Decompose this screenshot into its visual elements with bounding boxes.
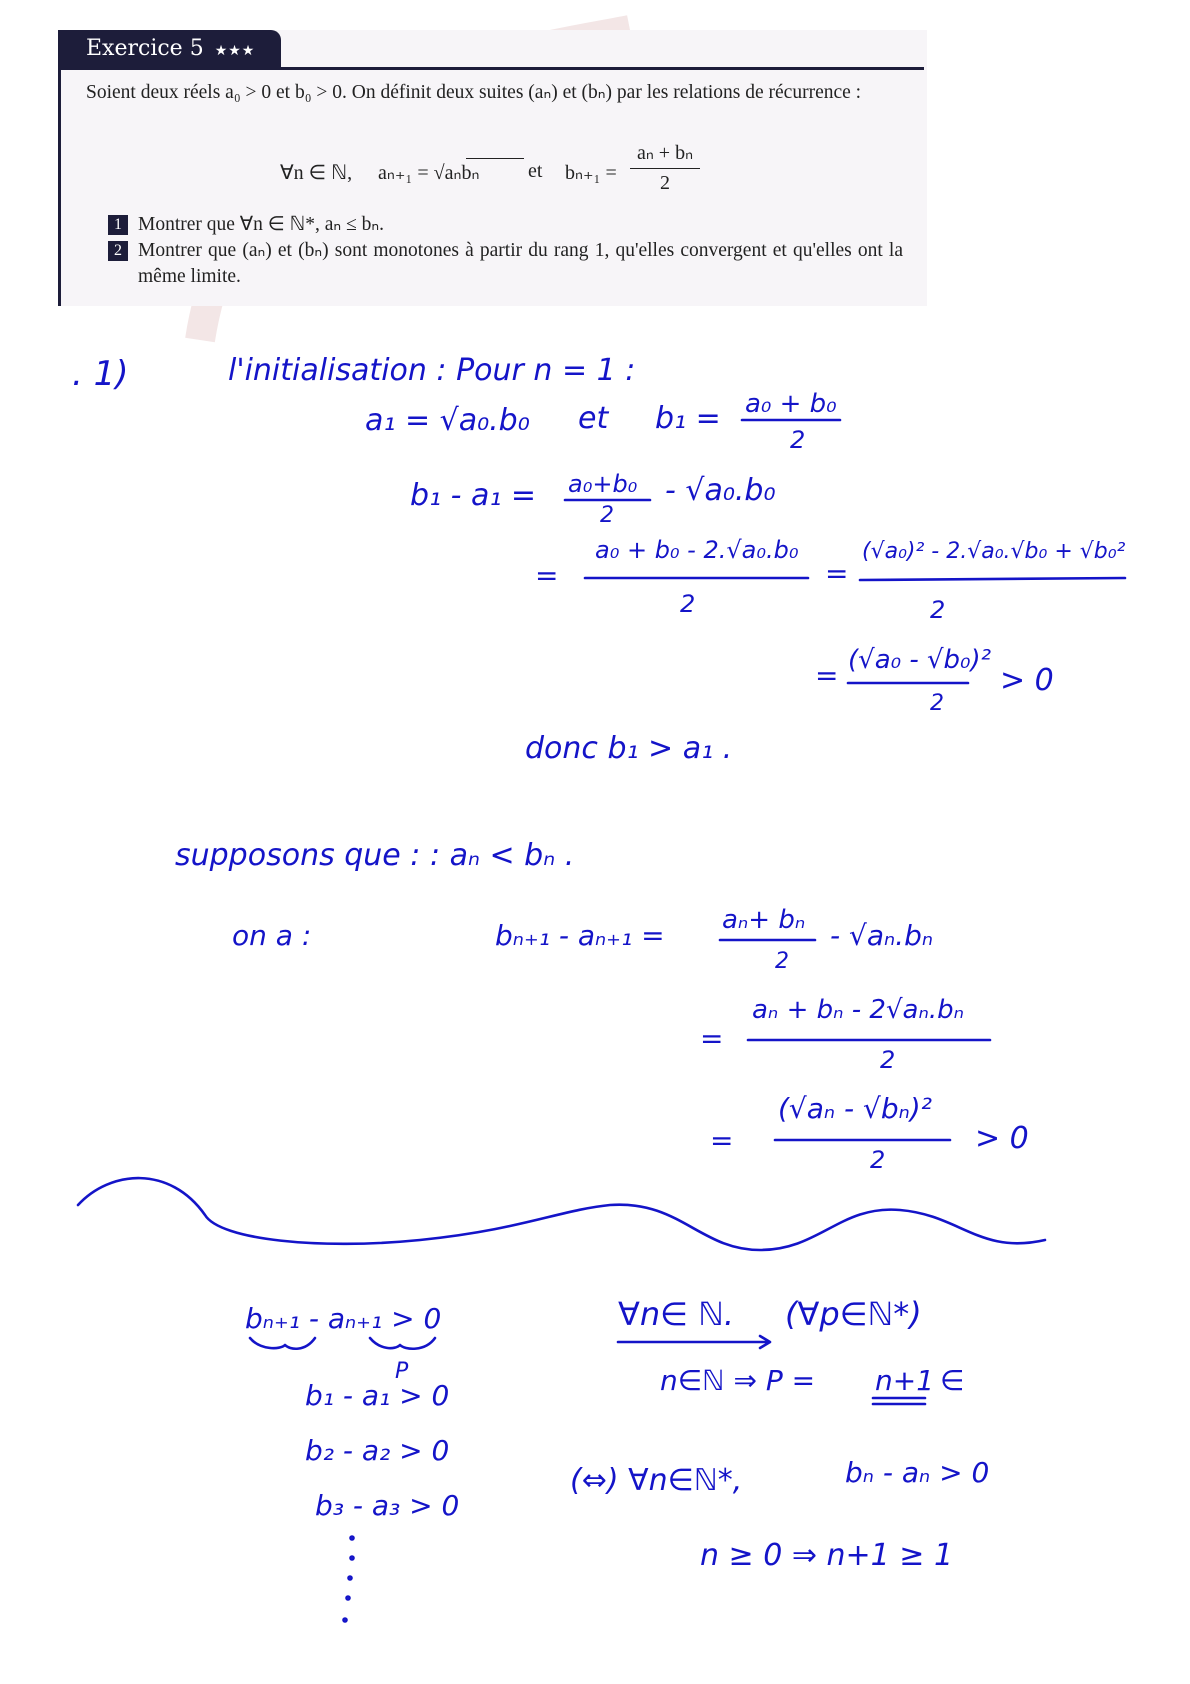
note-on-a: on a :	[232, 919, 312, 952]
note-two: 2	[790, 426, 806, 454]
note-two: 2	[930, 691, 944, 716]
note-two: 2	[680, 590, 696, 618]
note-difference: b₁ - a₁ =	[410, 478, 537, 513]
note-minus-sqrt: - √a₀.b₀	[665, 473, 776, 508]
note-equals: =	[815, 659, 839, 692]
note-lower-lhs: bₙ₊₁ - aₙ₊₁ > 0	[245, 1302, 442, 1335]
note-bn-minus-an: bₙ - aₙ > 0	[845, 1456, 990, 1489]
note-two: 2	[775, 949, 789, 974]
note-step3-numerator: (√a₀)² - 2.√a₀.√b₀ + √b₀²	[862, 539, 1126, 564]
note-b2-a2: b₂ - a₂ > 0	[305, 1434, 450, 1467]
ellipsis-dot	[349, 1577, 352, 1580]
note-two: 2	[870, 1146, 886, 1174]
note-forall-p: (∀p∈ℕ*)	[785, 1295, 922, 1333]
note-in-symbol: ∈	[940, 1364, 965, 1397]
note-equals: =	[825, 557, 849, 590]
note-heredity-lhs: bₙ₊₁ - aₙ₊₁ =	[495, 919, 665, 952]
note-n-ge-0: n ≥ 0 ⇒ n+1 ≥ 1	[700, 1538, 954, 1573]
formula-et: et	[528, 160, 543, 182]
formula-quantifier: ∀n ∈ ℕ,	[280, 162, 353, 184]
note-n-in-N: n∈ℕ ⇒ P =	[660, 1364, 816, 1397]
question-number: 1	[108, 215, 128, 235]
note-b1-a1: b₁ - a₁ > 0	[305, 1379, 450, 1412]
difficulty-stars: ★★★	[214, 43, 256, 59]
ellipsis-dot	[344, 1619, 347, 1622]
note-a1: a₁ = √a₀.b₀	[365, 403, 530, 438]
note-step4-numerator: (√a₀ - √b₀)²	[848, 645, 992, 675]
ellipsis-dot	[347, 1597, 350, 1600]
note-p-label: P	[395, 1359, 409, 1384]
note-equivalence: (⇔) ∀n∈ℕ*,	[570, 1463, 743, 1498]
underbrace	[250, 1338, 315, 1349]
note-two: 2	[600, 503, 614, 528]
fraction-denominator: 2	[660, 172, 670, 194]
question-number: 2	[108, 241, 128, 261]
note-conclusion: donc b₁ > a₁ .	[525, 731, 733, 766]
exercise-title-text: Exercice 5	[86, 36, 204, 61]
fraction-bar	[860, 578, 1125, 580]
note-equals: =	[535, 559, 559, 592]
exercise-statement: Soient deux réels a₀ > 0 et b₀ > 0. On définit deux suites (aₙ) et (bₙ) par les relations de récurrence :	[86, 82, 862, 103]
note-greater-than-zero: > 0	[975, 1121, 1029, 1156]
ellipsis-dot	[351, 1537, 354, 1540]
underbrace	[370, 1338, 435, 1349]
note-b1: b₁ =	[655, 401, 721, 436]
note-n-plus-1: n+1	[875, 1364, 935, 1397]
note-diff-numerator: a₀+b₀	[568, 470, 638, 498]
note-b1-numerator: a₀ + b₀	[745, 389, 837, 419]
note-part-1: . 1)	[72, 354, 129, 394]
note-two: 2	[880, 1046, 896, 1074]
note-greater-than-zero: > 0	[1000, 663, 1054, 698]
note-h2-numerator: aₙ + bₙ - 2√aₙ.bₙ	[752, 995, 964, 1025]
fraction-numerator: aₙ + bₙ	[630, 140, 700, 169]
note-two: 2	[930, 596, 946, 624]
note-hypothesis: supposons que : : aₙ < bₙ .	[175, 838, 575, 873]
note-h1-minus-sqrt: - √aₙ.bₙ	[830, 919, 934, 952]
note-h3-numerator: (√aₙ - √bₙ)²	[778, 1092, 932, 1125]
separator-wave	[78, 1178, 1045, 1250]
note-step2-numerator: a₀ + b₀ - 2.√a₀.b₀	[595, 536, 799, 564]
note-equals: =	[710, 1124, 734, 1157]
formula-b-recurrence: bₙ₊₁ =	[565, 162, 617, 184]
note-et: et	[578, 401, 609, 436]
question-text: Montrer que ∀n ∈ ℕ*, aₙ ≤ bₙ.	[138, 214, 385, 235]
formula-a-recurrence: aₙ₊₁ = √aₙbₙ	[378, 162, 480, 184]
question-text: Montrer que (aₙ) et (bₙ) sont monotones à partir du rang 1, qu'elles convergent et qu'elles ont la même limite.	[138, 240, 903, 287]
note-b3-a3: b₃ - a₃ > 0	[315, 1489, 460, 1522]
ellipsis-dot	[351, 1557, 354, 1560]
note-equals: =	[700, 1022, 724, 1055]
note-forall-n: ∀n∈ ℕ.	[618, 1295, 735, 1333]
arrow-underline	[618, 1336, 770, 1348]
note-h1-numerator: aₙ+ bₙ	[722, 905, 806, 935]
note-initialisation: l'initialisation : Pour n = 1 :	[228, 353, 636, 388]
